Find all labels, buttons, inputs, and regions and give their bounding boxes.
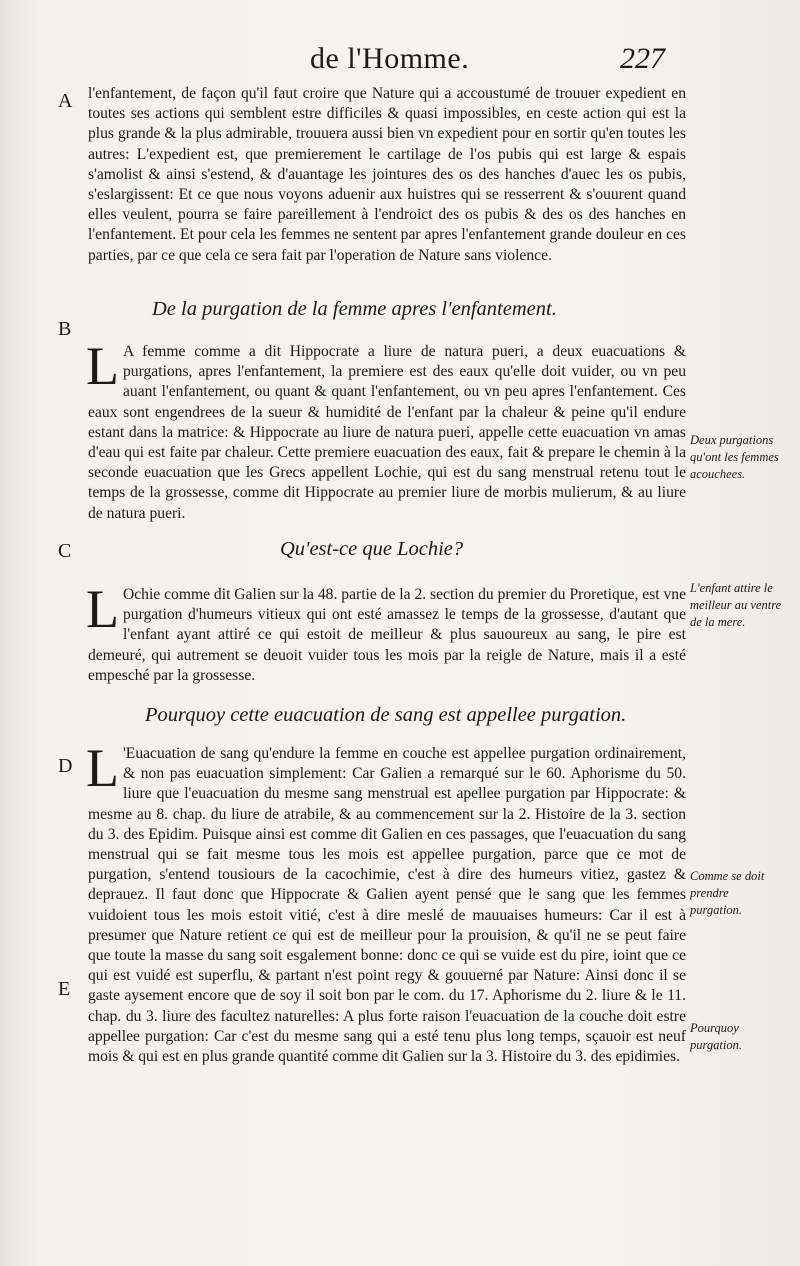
margin-marker-a: A <box>58 90 73 112</box>
drop-cap: L <box>86 579 119 639</box>
margin-marker-d: D <box>58 755 73 777</box>
margin-note-child-attracts: L'enfant attire le meilleur au ventre de la mere. <box>690 581 782 629</box>
paragraph-purgation <box>86 336 686 524</box>
margin-note-why-purgation: Pourquoy purgation. <box>690 1021 742 1052</box>
margin-marker-e: E <box>58 978 71 1000</box>
running-head: de l'Homme. <box>310 42 470 75</box>
margin-marker-c: C <box>58 540 72 562</box>
margin-note-how-purgation: Comme se doit prendre purgation. <box>690 869 765 917</box>
paragraph-why-purgation <box>86 738 686 1067</box>
paragraph-text: Ochie comme dit Galien sur la 48. partie de la 2. section du premier du Proretique, est vne purgation d'humeurs vitieux qui ont esté amassez le temps de la grossesse, d'autant que l'enfant ayant attiré ce qui estoit de meilleur & plus sauoureux au sang, le pire est demeuré, qui autrement se deuoit vuider tous les mois par la reigle de Nature, mais il a esté empesché par la grossesse. <box>88 586 686 684</box>
drop-cap: L <box>86 738 119 798</box>
paragraph-lochie <box>86 579 686 686</box>
heading-lochie: Qu'est-ce que Lochie? <box>280 538 464 560</box>
paragraph-childbirth <box>88 84 686 266</box>
page-number: 227 <box>620 42 665 75</box>
margin-note-two-purgations: Deux purgations qu'ont les femmes acouchees. <box>690 433 779 481</box>
heading-purgation-after-childbirth: De la purgation de la femme apres l'enfantement. <box>152 298 557 320</box>
drop-cap: L <box>86 336 119 396</box>
paragraph-text: 'Euacuation de sang qu'endure la femme en couche est appellee purgation ordinairement, & non pas euacuation simplement: Car Galien a remarqué sur le 60. Aphorisme du 50. liure que l'euacuation du mesme sang menstrual est apellee purgation par Hippocrate: & mesme au 8. chap. du liure de atrabile, & au commencement sur la 2. Histoire de la 3. section du 3. des Epidim. Puisque ainsi est comme dit Galien en ces passages, que l'euacuation du sang menstrual qui se fait mesme tous les mois est appellee purgation, parce que ce mot de purgation, s'entend tousiours de la cacochimie, c'est à dire des humeurs vitiez, gastez & deprauez. Il faut donc que Hippocrate & Galien ayent pensé que le sang que les femmes vuidoient tous les mois estoit vitié, c'est à dire meslé de mauuaises humeurs: Car il est à presumer que Nature retient ce qui est de meilleur pour la prouision, & qu'il ne se peut faire que toute la masse du sang soit esgalement bonne: donc ce qui se vuide est du pire, ioint que ce qui est vuidé est superflu, & partant n'est point regy & gouuerné par Nature: Ainsi donc il se gaste aysement encore que de soy il soit bon par le com. du 17. Aphorisme du 2. liure & le 11. chap. du 3. liure des facultez naturelles: A plus forte raison l'euacuation de la couche doit estre appellee purgation: Car c'est du mesme sang qui a esté tenu plus long temps, sçauoir est neuf mois & qui est en plus grande quantité comme dit Galien sur la 3. Histoire du 3. des epidimies. <box>88 745 686 1066</box>
paragraph-text: l'enfantement, de façon qu'il faut croire que Nature qui a accoustumé de trouuer expedient en toutes ses actions qui semblent estre difficiles & quasi impossibles, en ceste action qui est la plus grande & la plus admirable, trouuera aussi bien vn expedient pour en sortir qu'en toutes les autres: L'expedient est, que premierement le cartilage de l'os pubis qui est large & espais s'amolist & ainsi s'estend, & d'auantage les jointures des os des hanches d'auec les os pubis, s'eslargissent: Et ce que nous voyons aduenir aux huistres qui se resserrent & s'ouurent quand elles veulent, pourra se faire pareillement à l'endroict des os pubis & des os des hanches en l'enfantement. Et pour cela les femmes ne sentent par apres l'enfantement grande douleur en ces parties, par ce que cela ce sera fait par l'operation de Nature sans violence. <box>88 85 686 264</box>
heading-why-purgation: Pourquoy cette euacuation de sang est appellee purgation. <box>145 704 627 726</box>
margin-marker-b: B <box>58 318 72 340</box>
paragraph-text: A femme comme a dit Hippocrate a liure de natura pueri, a deux euacuations & purgations, apres l'enfantement, la premiere est des eaux qu'elle doit vuider, ou vn peu auant l'enfantement, ou quant & quant l'enfantement, ou vn peu apres l'enfantement. Ces eaux sont engendrees de la sueur & humidité de l'enfant par la chaleur & peine qu'il endure estant dans la matrice: & Hippocrate au liure de natura pueri, appelle cette euacuation vn amas d'eau qui est faite par chaleur. Cette premiere euacuation des eaux, fait & prepare le chemin à la seconde euacuation que les Grecs appellent Lochie, qui est du sang menstrual retenu tout le temps de la grossesse, comme dit Hippocrate au premier liure de morbis mulierum, & au liure de natura pueri. <box>88 343 686 522</box>
